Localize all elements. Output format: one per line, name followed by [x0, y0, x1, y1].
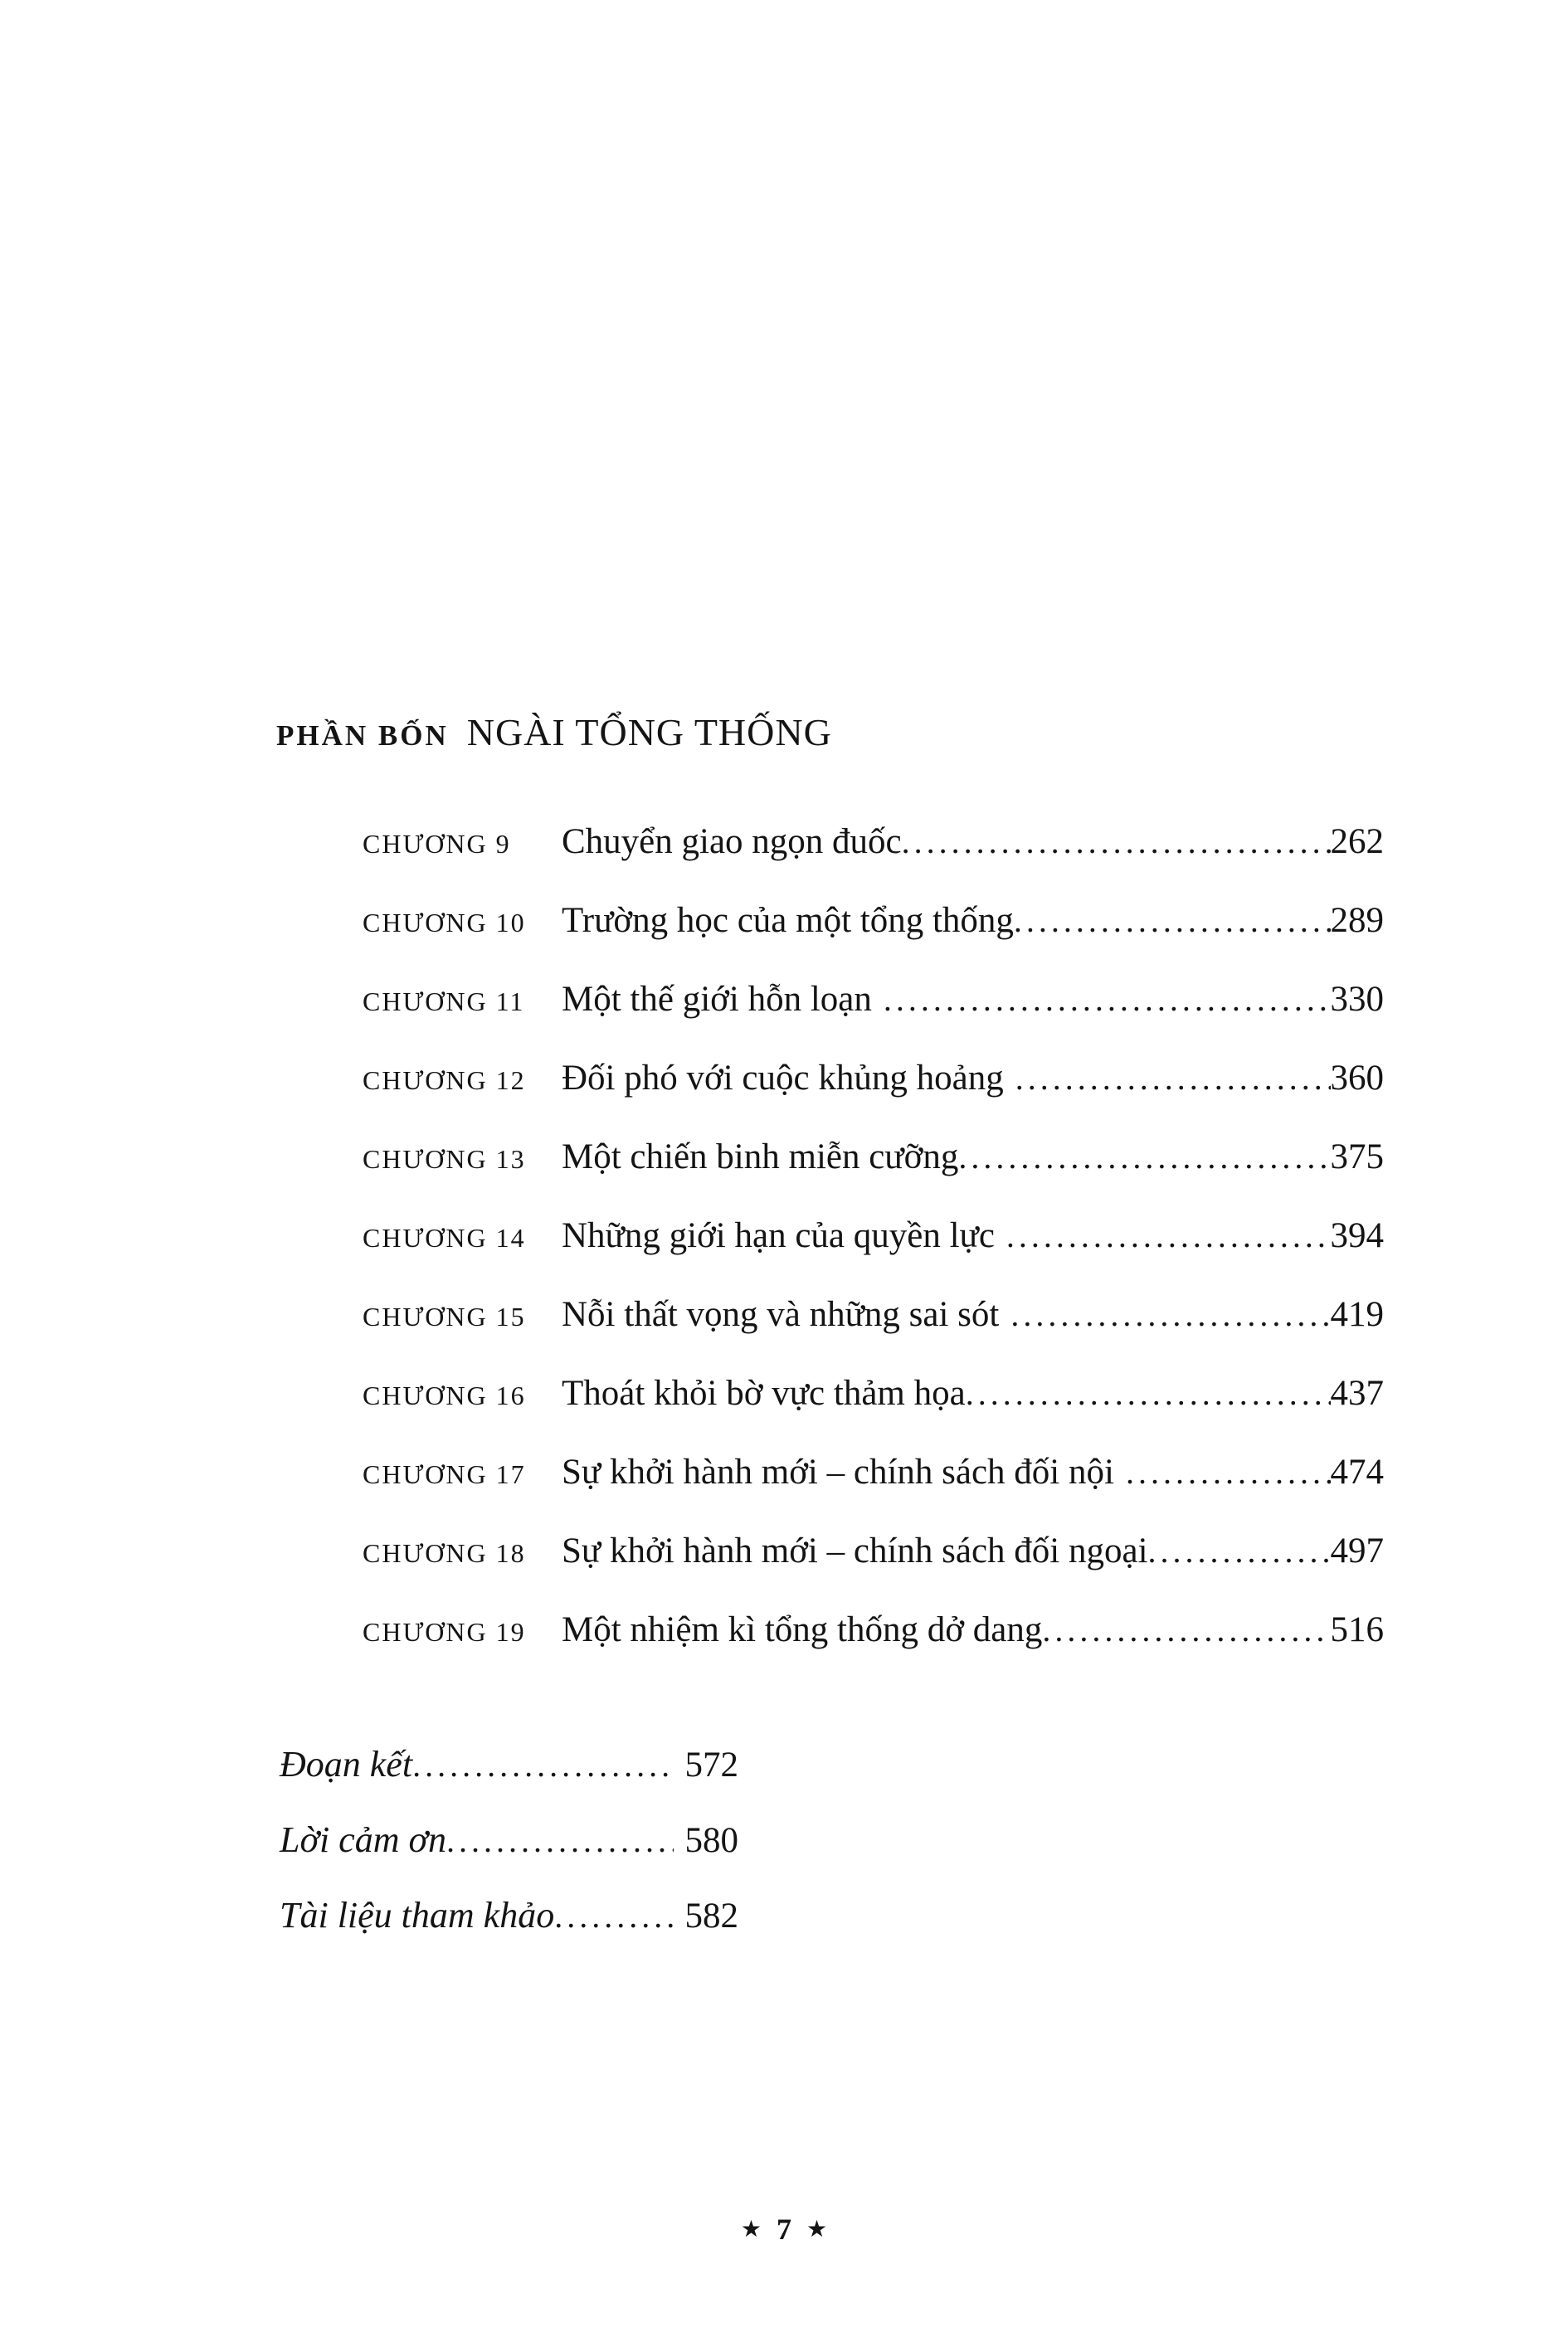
chapter-page-number: 360: [1330, 1059, 1384, 1098]
chapter-page-number: 474: [1330, 1453, 1384, 1492]
folio-page-number: 7: [777, 2213, 791, 2246]
back-matter-page-number: 572: [684, 1746, 738, 1785]
chapter-title: Một thế giới hỗn loạn: [562, 980, 872, 1019]
dot-leader: [999, 1295, 1330, 1334]
back-matter-title: Tài liệu tham khảo: [280, 1895, 555, 1936]
toc-entry: [363, 1452, 1384, 1531]
dot-leader: [554, 1897, 673, 1936]
part-number-label: PHẦN BỐN: [276, 719, 449, 752]
page-footer: [0, 2212, 1568, 2247]
chapter-page-number: 394: [1330, 1216, 1384, 1255]
toc-entry: [363, 979, 1384, 1058]
dot-leader: [1148, 1531, 1331, 1570]
chapter-title: Một nhiệm kì tổng thống dở dang: [562, 1610, 1043, 1649]
chapter-label: CHƯƠNG 15: [363, 1302, 526, 1332]
toc-entry: [363, 1058, 1384, 1137]
chapter-label: CHƯƠNG 9: [363, 829, 511, 859]
dot-leader: [902, 822, 1331, 861]
chapter-list: [363, 821, 1384, 1688]
chapter-label: CHƯƠNG 17: [363, 1459, 526, 1489]
toc-entry: [363, 1373, 1384, 1452]
dot-leader: [872, 980, 1331, 1019]
chapter-page-number: 330: [1330, 980, 1384, 1019]
chapter-title: Chuyển giao ngọn đuốc: [562, 822, 902, 861]
back-matter-entry: [280, 1894, 738, 1970]
toc-entry: [363, 1609, 1384, 1688]
chapter-title: Sự khởi hành mới – chính sách đối ngoại: [562, 1531, 1148, 1570]
back-matter-title: Đoạn kết: [280, 1744, 413, 1785]
chapter-label: CHƯƠNG 12: [363, 1065, 526, 1095]
toc-entry: [363, 1215, 1384, 1294]
star-icon: ★: [806, 2217, 828, 2242]
toc-entry: [363, 900, 1384, 979]
chapter-label: CHƯƠNG 19: [363, 1617, 526, 1647]
toc-entry: [363, 821, 1384, 900]
dot-leader: [1042, 1610, 1330, 1649]
chapter-label: CHƯƠNG 10: [363, 908, 526, 937]
toc-entry: [363, 1531, 1384, 1609]
chapter-label: CHƯƠNG 14: [363, 1223, 526, 1253]
chapter-title: Thoát khỏi bờ vực thảm họa: [562, 1374, 966, 1413]
dot-leader: [446, 1821, 674, 1860]
chapter-title: Một chiến binh miễn cưỡng: [562, 1137, 959, 1176]
dot-leader: [1114, 1453, 1331, 1492]
toc-entry: [363, 1294, 1384, 1373]
back-matter-title: Lời cảm ơn: [280, 1819, 446, 1860]
chapter-label: CHƯƠNG 16: [363, 1381, 526, 1410]
chapter-title: Trường học của một tổng thống: [562, 901, 1014, 940]
chapter-label: CHƯƠNG 18: [363, 1538, 526, 1568]
dot-leader: [958, 1137, 1330, 1176]
part-title: NGÀI TỔNG THỐNG: [466, 711, 832, 753]
chapter-title: Những giới hạn của quyền lực: [562, 1216, 995, 1255]
chapter-label: CHƯƠNG 13: [363, 1144, 526, 1174]
chapter-title: Đối phó với cuộc khủng hoảng: [562, 1059, 1004, 1098]
back-matter-list: [280, 1743, 738, 1970]
star-icon: ★: [740, 2217, 762, 2242]
dot-leader: [1014, 901, 1331, 940]
chapter-page-number: 289: [1330, 901, 1384, 940]
chapter-label: CHƯƠNG 11: [363, 986, 525, 1016]
dot-leader: [1004, 1059, 1331, 1098]
part-header: [276, 710, 832, 754]
back-matter-page-number: 580: [684, 1821, 738, 1860]
chapter-page-number: 516: [1330, 1610, 1384, 1649]
back-matter-page-number: 582: [684, 1897, 738, 1936]
toc-entry: [363, 1137, 1384, 1215]
chapter-title: Nỗi thất vọng và những sai sót: [562, 1295, 1000, 1334]
back-matter-entry: [280, 1819, 738, 1894]
chapter-page-number: 437: [1330, 1374, 1384, 1413]
chapter-title: Sự khởi hành mới – chính sách đối nội: [562, 1453, 1114, 1492]
chapter-page-number: 497: [1330, 1531, 1384, 1570]
back-matter-entry: [280, 1743, 738, 1819]
dot-leader: [412, 1746, 673, 1785]
dot-leader: [995, 1216, 1331, 1255]
dot-leader: [966, 1374, 1331, 1413]
chapter-page-number: 262: [1330, 822, 1384, 861]
chapter-page-number: 375: [1330, 1137, 1384, 1176]
chapter-page-number: 419: [1330, 1295, 1384, 1334]
